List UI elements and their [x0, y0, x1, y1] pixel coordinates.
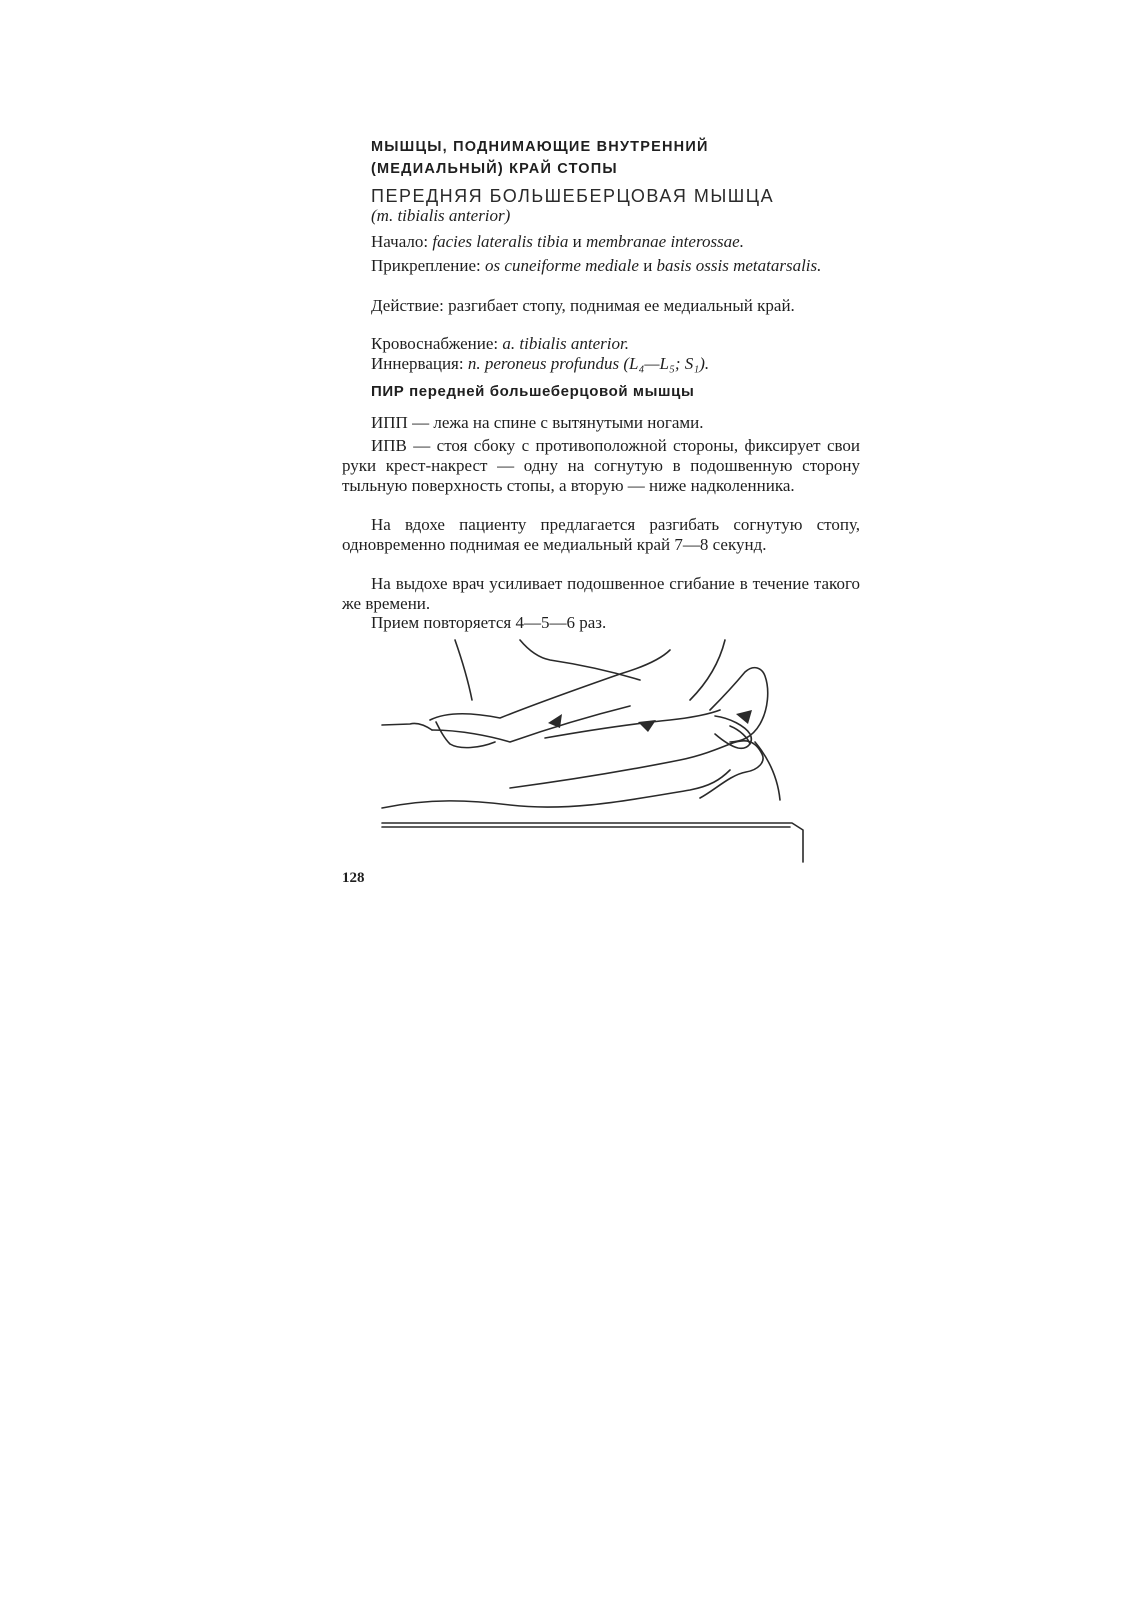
- muscle-latin-name: (m. tibialis anterior): [371, 206, 511, 225]
- innervation-line: [342, 354, 860, 374]
- action-label: Действие:: [371, 296, 444, 315]
- blood-supply-line: [342, 334, 860, 354]
- section-heading: [371, 136, 791, 180]
- action-line: [342, 296, 860, 316]
- innervation-text: n. peroneus profundus (L₄—L₅; S₁).: [467, 354, 710, 373]
- inhale-paragraph: На вдохе пациенту предлагается разгибать согнутую стопу, одновременно поднимая ее медиальный край 7—8 секунд.: [342, 515, 860, 554]
- innervation-label: Иннервация:: [371, 354, 464, 373]
- page-number: 128: [342, 870, 365, 886]
- arrow-icon: [548, 714, 562, 728]
- arrow-icon: [736, 710, 752, 724]
- insertion-label: Прикрепление:: [371, 256, 481, 275]
- blood-supply-text: a. tibialis anterior.: [502, 334, 629, 353]
- repeat-paragraph: Прием повторяется 4—5—6 раз.: [371, 613, 607, 632]
- origin-label: Начало:: [371, 232, 429, 251]
- ipv-paragraph: ИПВ — стоя сбоку с противоположной стороны, фиксирует свои руки крест-накрест — одну на согнутую в подошвенную сторону тыльную поверхность стопы, а вторую — ниже надколенника.: [342, 436, 860, 495]
- exhale-paragraph: На выдохе врач усиливает подошвенное сгибание в течение такого же времени.: [342, 574, 860, 613]
- origin-text-1: facies lateralis tibia: [432, 232, 569, 251]
- section-heading-line-2: (МЕДИАЛЬНЫЙ) КРАЙ СТОПЫ: [371, 161, 618, 177]
- insertion-text-1: os cuneiforme mediale: [485, 256, 639, 275]
- blood-supply-label: Кровоснабжение:: [371, 334, 499, 353]
- insertion-and: и: [638, 256, 657, 275]
- insertion-line: [342, 256, 860, 276]
- patient-leg: [382, 723, 763, 798]
- insertion-text-2: basis ossis metatarsalis.: [656, 256, 822, 275]
- muscle-title: ПЕРЕДНЯЯ БОЛЬШЕБЕРЦОВАЯ МЫШЦА: [371, 186, 775, 206]
- arrow-icon: [638, 720, 656, 732]
- doctor-arm-left: [430, 640, 670, 748]
- section-heading-line-1: МЫШЦЫ, ПОДНИМАЮЩИЕ ВНУТРЕННИЙ: [371, 139, 709, 155]
- pir-technique-illustration: [370, 630, 810, 865]
- ipp-paragraph: ИПП — лежа на спине с вытянутыми ногами.: [371, 413, 704, 432]
- action-text: разгибает стопу, поднимая ее медиальный край.: [448, 296, 795, 315]
- origin-line: [342, 232, 860, 252]
- patient-foot: [710, 668, 780, 800]
- origin-and: и: [568, 232, 586, 251]
- pir-heading: ПИР передней большеберцовой мышцы: [371, 383, 695, 400]
- table-outline: [382, 770, 803, 862]
- origin-text-2: membranae interossae.: [585, 232, 744, 251]
